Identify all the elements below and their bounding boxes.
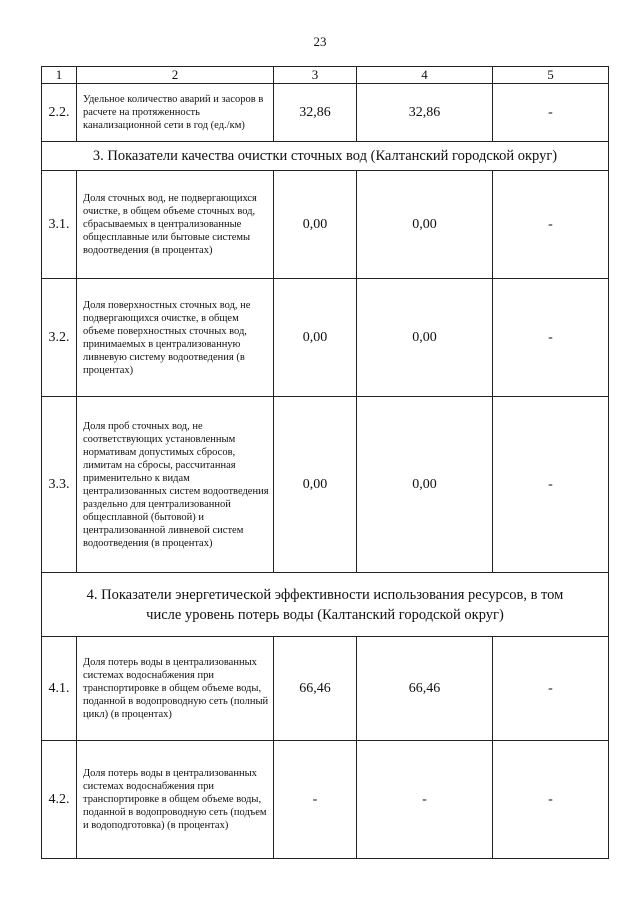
- row-value-col3: 0,00: [274, 171, 357, 279]
- row-value-col5: -: [493, 741, 609, 859]
- section-row: [42, 142, 609, 171]
- row-description: Удельное количество аварий и засоров в расчете на протяженность канализационной сети в год (ед./км): [77, 84, 274, 142]
- column-header: 1: [42, 67, 77, 84]
- column-header: 5: [493, 67, 609, 84]
- row-value-col5: -: [493, 171, 609, 279]
- row-value-col4: 66,46: [357, 637, 493, 741]
- row-value-col5: -: [493, 84, 609, 142]
- row-number: 3.1.: [42, 171, 77, 279]
- row-value-col4: 0,00: [357, 397, 493, 573]
- row-value-col3: 66,46: [274, 637, 357, 741]
- table-row: [42, 741, 609, 859]
- row-description: Доля потерь воды в централизованных системах водоснабжения при транспортировке в общем объеме воды, поданной в водопроводную сеть (подъем и водоподготовка) (в процентах): [77, 741, 274, 859]
- row-value-col5: -: [493, 637, 609, 741]
- table-row: [42, 171, 609, 279]
- row-value-col3: -: [274, 741, 357, 859]
- section-row: [42, 573, 609, 637]
- row-value-col4: 0,00: [357, 171, 493, 279]
- row-description: Доля проб сточных вод, не соответствующих установленным нормативам допустимых сбросов, лимитам на сбросы, рассчитанная применительно к видам централизованных систем водоотведения раздельно для централизованной общесплавной (бытовой) и централизованной ливневой систем водоотведения (в процентах): [77, 397, 274, 573]
- column-header: 3: [274, 67, 357, 84]
- column-header: 2: [77, 67, 274, 84]
- row-description: Доля сточных вод, не подвергающихся очистке, в общем объеме сточных вод, сбрасываемых в централизованные общесплавные или бытовые системы водоотведения (в процентах): [77, 171, 274, 279]
- row-description: Доля потерь воды в централизованных системах водоснабжения при транспортировке в общем объеме воды, поданной в водопроводную сеть (полный цикл) (в процентах): [77, 637, 274, 741]
- row-number: 4.2.: [42, 741, 77, 859]
- table-row: [42, 637, 609, 741]
- table-row: [42, 279, 609, 397]
- row-value-col4: 0,00: [357, 279, 493, 397]
- table-row: [42, 84, 609, 142]
- row-description: Доля поверхностных сточных вод, не подвергающихся очистке, в общем объеме поверхностных сточных вод, принимаемых в централизованную ливневую систему водоотведения (в процентах): [77, 279, 274, 397]
- row-value-col3: 0,00: [274, 397, 357, 573]
- row-number: 4.1.: [42, 637, 77, 741]
- row-value-col4: 32,86: [357, 84, 493, 142]
- row-value-col3: 0,00: [274, 279, 357, 397]
- page-number: 23: [313, 34, 327, 49]
- row-number: 3.3.: [42, 397, 77, 573]
- section-title: 4. Показатели энергетической эффективности использования ресурсов, в том числе уровень потерь воды (Калтанский городской округ): [42, 573, 609, 637]
- table-header-row: [42, 67, 609, 84]
- row-value-col4: -: [357, 741, 493, 859]
- row-number: 3.2.: [42, 279, 77, 397]
- section-title: 3. Показатели качества очистки сточных вод (Калтанский городской округ): [42, 142, 609, 171]
- row-value-col5: -: [493, 279, 609, 397]
- indicators-table: [41, 66, 609, 859]
- row-number: 2.2.: [42, 84, 77, 142]
- column-header: 4: [357, 67, 493, 84]
- row-value-col5: -: [493, 397, 609, 573]
- table-row: [42, 397, 609, 573]
- row-value-col3: 32,86: [274, 84, 357, 142]
